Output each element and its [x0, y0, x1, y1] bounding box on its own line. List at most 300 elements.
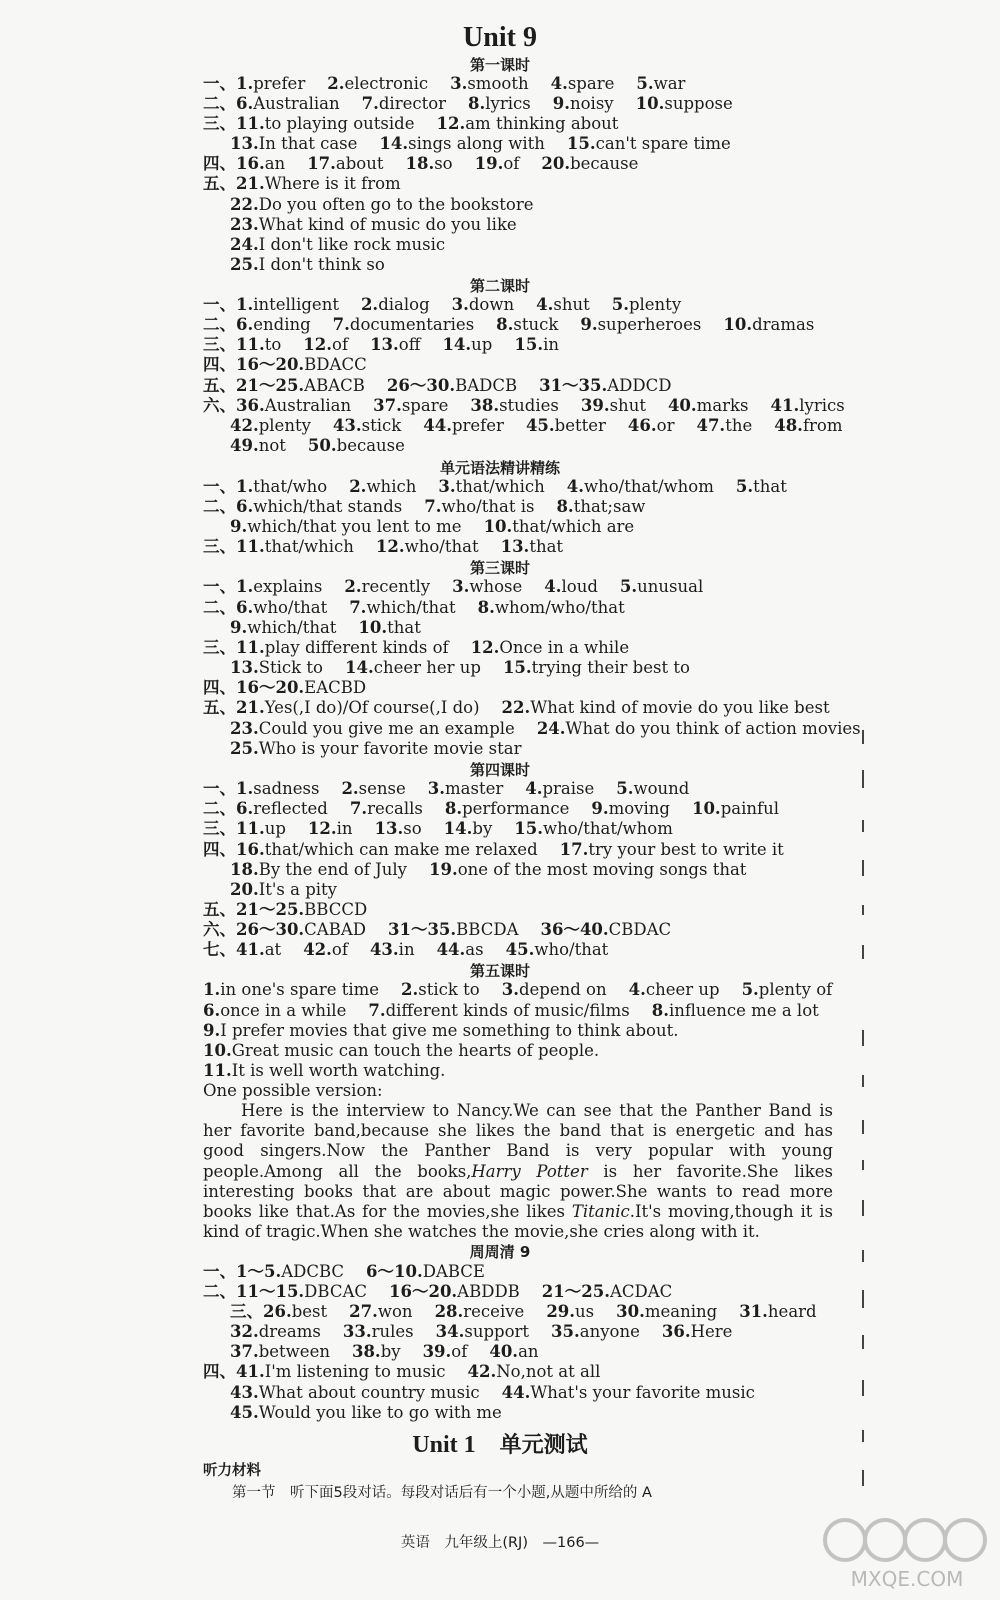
item-answer: dialog — [378, 295, 430, 314]
answer-item — [540, 920, 671, 940]
answer-item — [230, 719, 515, 739]
item-number: 8. — [477, 598, 495, 617]
answer-item — [437, 114, 619, 134]
edge-mark — [862, 1335, 864, 1349]
item-answer: explains — [253, 577, 323, 596]
answer-line — [230, 1302, 817, 1322]
answer-item — [636, 74, 685, 94]
item-number: 34. — [435, 1322, 465, 1341]
listening-instructions: 第一节 听下面5段对话。每段对话后有一个小题,从题中所给的 A — [232, 1485, 652, 1501]
answer-item — [343, 1322, 414, 1342]
answer-item — [203, 396, 351, 416]
item-number: 40. — [667, 396, 697, 415]
item-answer: spare — [567, 74, 615, 93]
answer-item — [553, 94, 614, 114]
answer-item — [536, 295, 590, 315]
item-answer: in — [398, 940, 415, 959]
item-number: 2. — [349, 477, 367, 496]
item-answer: stuck — [513, 315, 559, 334]
answer-line — [230, 436, 405, 456]
answer-item — [230, 1403, 502, 1423]
answer-line — [230, 1403, 502, 1423]
answer-line — [203, 1021, 679, 1041]
item-number: 15. — [514, 819, 543, 838]
item-answer: who/that — [534, 940, 609, 959]
answer-item — [387, 376, 517, 396]
item-answer: noisy — [570, 94, 614, 113]
item-answer: Once in a while — [499, 638, 630, 657]
answer-item — [303, 940, 348, 960]
edge-mark — [862, 770, 864, 788]
item-answer: studies — [499, 396, 559, 415]
answer-line — [203, 315, 814, 335]
answer-item — [435, 1302, 525, 1322]
item-answer: smooth — [467, 74, 529, 93]
answer-item — [616, 779, 689, 799]
item-number: 23. — [230, 215, 259, 234]
item-number: 4. — [525, 779, 543, 798]
answer-item — [203, 1081, 383, 1101]
answer-item — [442, 335, 492, 355]
item-answer: I'm listening to music — [264, 1362, 446, 1381]
unit-1-label: Unit 1 — [412, 1432, 476, 1458]
item-number: 2. — [344, 577, 362, 596]
item-answer: heard — [767, 1302, 817, 1321]
item-number: 25. — [230, 739, 259, 758]
answer-line — [203, 154, 638, 174]
item-number: 41. — [770, 396, 800, 415]
answer-item — [203, 1021, 679, 1041]
answer-item — [362, 94, 446, 114]
edge-mark — [862, 1380, 864, 1396]
answer-item — [526, 416, 606, 436]
item-number: 10. — [723, 315, 753, 334]
item-answer: painful — [720, 799, 780, 818]
answer-item — [203, 1282, 367, 1302]
item-number: 五、21～25. — [203, 376, 305, 395]
item-number: 31. — [739, 1302, 768, 1321]
item-answer: loud — [561, 577, 598, 596]
answer-line — [230, 1383, 755, 1403]
item-answer: that — [387, 618, 421, 637]
answer-item — [333, 315, 475, 335]
answer-line — [203, 477, 787, 497]
answer-item — [349, 1302, 412, 1322]
item-answer: I don't like rock music — [258, 235, 446, 254]
answer-line — [230, 517, 634, 537]
answer-item — [327, 74, 428, 94]
answer-line — [203, 920, 671, 940]
item-number: 37. — [373, 396, 402, 415]
answer-item — [771, 396, 845, 416]
answer-item — [468, 94, 531, 114]
item-number: 13. — [230, 134, 259, 153]
item-number: 44. — [436, 940, 466, 959]
answer-item — [366, 1262, 485, 1282]
item-answer: performance — [462, 799, 570, 818]
item-answer: ACDAC — [609, 1282, 673, 1301]
item-answer: once in a while — [220, 1001, 347, 1020]
item-answer: better — [554, 416, 606, 435]
item-number: 四、16. — [203, 154, 265, 173]
item-number: 8. — [556, 497, 574, 516]
item-answer: In that case — [258, 134, 358, 153]
answer-item — [361, 295, 430, 315]
answer-item — [370, 940, 415, 960]
item-number: 18. — [405, 154, 435, 173]
answer-item — [736, 477, 787, 497]
edge-mark — [862, 1470, 864, 1486]
item-answer: about — [335, 154, 384, 173]
item-number: 7. — [368, 1001, 386, 1020]
item-answer: lyrics — [485, 94, 531, 113]
answer-item — [484, 517, 635, 537]
edge-mark — [862, 1160, 864, 1170]
item-answer: master — [445, 779, 504, 798]
answer-line — [203, 799, 779, 819]
item-answer: Where is it from — [264, 174, 401, 193]
answer-item — [203, 980, 379, 1000]
item-answer: Yes(,I do)/Of course(,I do) — [264, 698, 480, 717]
answer-item — [203, 174, 401, 194]
item-number: 六、26～30. — [203, 920, 305, 939]
item-answer: I prefer movies that give me something to think about. — [220, 1021, 679, 1040]
answer-item — [203, 497, 402, 517]
edge-mark — [862, 1200, 864, 1216]
item-answer: which/that stands — [253, 497, 403, 516]
answer-line — [203, 295, 681, 315]
item-number: 一、1. — [203, 295, 254, 314]
item-answer: EACBD — [304, 678, 367, 697]
answer-item — [502, 980, 607, 1000]
answer-item — [580, 315, 701, 335]
answer-item — [537, 719, 861, 739]
item-number: 5. — [636, 74, 654, 93]
answer-item — [345, 658, 481, 678]
item-number: 8. — [651, 1001, 669, 1020]
item-answer: anyone — [579, 1322, 640, 1341]
item-number: 12. — [470, 638, 500, 657]
answer-item — [551, 1322, 640, 1342]
item-number: 15. — [566, 134, 596, 153]
item-answer: intelligent — [253, 295, 339, 314]
item-number: 15. — [502, 658, 532, 677]
answer-item — [616, 1302, 717, 1322]
item-number: 6. — [203, 1001, 221, 1020]
answer-item — [401, 980, 480, 1000]
item-number: 40. — [489, 1342, 519, 1361]
answer-item — [230, 255, 385, 275]
item-number: 3. — [438, 477, 456, 496]
item-number: 14. — [442, 335, 472, 354]
item-number: 26～30. — [386, 376, 456, 395]
section-title: 第二课时 — [469, 277, 530, 295]
item-number: 7. — [349, 799, 368, 818]
edge-mark — [862, 1250, 864, 1262]
item-answer: What's your favorite music — [530, 1383, 755, 1402]
answer-line — [203, 577, 703, 597]
item-number: 20. — [541, 154, 571, 173]
item-answer: try your best to write it — [588, 840, 784, 859]
answer-item — [203, 537, 354, 557]
item-number: 4. — [628, 980, 646, 999]
item-number: 14. — [443, 819, 473, 838]
answer-item — [438, 477, 544, 497]
answer-line — [230, 235, 445, 255]
answer-line — [203, 940, 608, 960]
item-answer: or — [656, 416, 675, 435]
item-number: 18. — [230, 860, 259, 879]
answer-item — [303, 335, 348, 355]
item-number: 7. — [424, 497, 442, 516]
item-answer: electronic — [344, 74, 429, 93]
section-title: 周周清 9 — [469, 1243, 531, 1261]
answer-item — [560, 840, 784, 860]
item-answer: recently — [361, 577, 431, 596]
answer-item — [541, 154, 638, 174]
item-answer: Who is your favorite movie star — [258, 739, 522, 758]
item-answer: ADCBC — [281, 1262, 345, 1281]
answer-item — [203, 799, 328, 819]
item-answer: of — [451, 1342, 468, 1361]
answer-line — [203, 74, 685, 94]
edge-mark — [862, 1030, 864, 1046]
answer-item — [406, 154, 453, 174]
movie-title: Titanic — [571, 1202, 630, 1222]
item-answer: BBCCD — [304, 900, 368, 919]
item-answer: who/that — [253, 598, 328, 617]
item-answer: whom/who/that — [494, 598, 625, 617]
item-number: 三、11. — [203, 335, 265, 354]
answer-item — [452, 577, 522, 597]
item-number: 27. — [349, 1302, 378, 1321]
answer-item — [230, 134, 357, 154]
answer-item — [203, 1061, 445, 1081]
item-number: 24. — [536, 719, 566, 738]
answer-item — [368, 1001, 629, 1021]
edge-mark — [862, 730, 864, 744]
answer-line — [203, 335, 559, 355]
item-number: 3. — [427, 779, 445, 798]
item-answer: stick to — [418, 980, 480, 999]
item-number: 7. — [361, 94, 379, 113]
item-answer: spare — [401, 396, 449, 415]
item-number: 39. — [422, 1342, 452, 1361]
item-number: 2. — [360, 295, 379, 314]
answer-item — [203, 74, 305, 94]
item-number: 43. — [369, 940, 399, 959]
answer-item — [203, 598, 327, 618]
answer-item — [591, 799, 670, 819]
item-answer: support — [464, 1322, 530, 1341]
answer-item — [556, 497, 645, 517]
answer-item — [307, 154, 383, 174]
item-number: 三、11. — [203, 638, 265, 657]
answer-item — [620, 577, 703, 597]
item-number: 10. — [691, 799, 721, 818]
item-number: 42. — [303, 940, 332, 959]
answer-line — [203, 819, 673, 839]
answer-item — [501, 537, 563, 557]
answer-line — [203, 497, 645, 517]
item-number: 16～20. — [389, 1282, 458, 1301]
item-number: 五、21. — [203, 174, 265, 193]
answer-item — [723, 315, 814, 335]
item-number: 12. — [307, 819, 337, 838]
answer-item — [203, 1001, 346, 1021]
answer-item — [475, 154, 520, 174]
item-number: 45. — [525, 416, 555, 435]
item-answer: unusual — [637, 577, 704, 596]
essay-text: Here is the interview to Nancy.We can see that the Panther Band is her favorite band,because she likes the band that is energetic and has good singers.Now the Panther Band is very popular with young people.Among all the books,Harry Potter is her favorite.She likes interesting books that are about magic power.She wants to read more books like that.As for the movies,she likes Titanic.It's moving,though it is kind of tragic.When she watches the movie,she cries along with it. — [203, 1101, 833, 1242]
item-answer: meaning — [644, 1302, 718, 1321]
item-answer: What kind of movie do you like best — [530, 698, 830, 717]
item-number: 三、26. — [230, 1302, 292, 1321]
item-number: 17. — [559, 840, 589, 859]
answer-item — [230, 517, 462, 537]
answer-item — [203, 154, 285, 174]
item-answer: as — [465, 940, 484, 959]
item-answer: DBCAC — [304, 1282, 367, 1301]
answer-line — [203, 1041, 599, 1061]
answer-line — [230, 719, 861, 739]
answer-item — [230, 436, 286, 456]
answer-item — [514, 819, 673, 839]
edge-mark — [862, 1075, 864, 1087]
section-title: 第五课时 — [469, 962, 530, 980]
answer-item — [203, 295, 339, 315]
item-number: 9. — [580, 315, 598, 334]
item-number: 50. — [307, 436, 337, 455]
answer-item — [450, 74, 528, 94]
item-answer: that — [753, 477, 787, 496]
answer-line — [230, 860, 746, 880]
watermark-text: MXQE.COM — [850, 1567, 964, 1591]
answer-item — [662, 1322, 733, 1342]
item-answer: that/which are — [512, 517, 635, 536]
item-number: 7. — [349, 598, 367, 617]
answer-line — [230, 618, 421, 638]
item-number: 1. — [203, 980, 221, 999]
item-number: 12. — [375, 537, 405, 556]
item-number: 42. — [230, 416, 259, 435]
answer-line — [203, 355, 367, 375]
item-number: 5. — [611, 295, 629, 314]
item-answer: prefer — [253, 74, 306, 93]
item-number: 45. — [230, 1403, 259, 1422]
answer-item — [544, 577, 598, 597]
answer-line — [230, 215, 517, 235]
item-answer: in one's spare time — [220, 980, 380, 999]
item-number: 22. — [501, 698, 531, 717]
answer-item — [203, 920, 366, 940]
answer-item — [370, 335, 420, 355]
answer-line — [203, 638, 629, 658]
answer-item — [203, 315, 311, 335]
answer-item — [525, 779, 594, 799]
answer-item — [628, 416, 675, 436]
item-number: 19. — [429, 860, 458, 879]
item-answer: CABAD — [304, 920, 366, 939]
item-number: 48. — [774, 416, 803, 435]
item-number: 9. — [203, 1021, 221, 1040]
item-answer: plenty of — [758, 980, 833, 999]
answer-item — [350, 799, 423, 819]
item-answer: which/that — [366, 598, 456, 617]
unit-1-subtitle: 单元测试 — [499, 1433, 588, 1458]
item-answer: Could you give me an example — [258, 719, 515, 738]
answer-item — [230, 658, 323, 678]
item-answer: plenty — [258, 416, 311, 435]
item-number: 10. — [635, 94, 665, 113]
item-number: 5. — [741, 980, 759, 999]
item-answer: the — [725, 416, 753, 435]
answer-line — [203, 1362, 600, 1382]
unit-1-title — [0, 1428, 1000, 1459]
answer-item — [652, 1001, 819, 1021]
answer-item — [436, 1322, 529, 1342]
item-answer: to playing outside — [264, 114, 415, 133]
answer-item — [514, 335, 559, 355]
item-answer: plenty — [628, 295, 682, 314]
item-answer: that;saw — [573, 497, 646, 516]
answer-item — [203, 355, 367, 375]
item-answer: What do you think of action movies — [565, 719, 861, 738]
item-answer: What kind of music do you like — [258, 215, 517, 234]
item-answer: who/that — [404, 537, 479, 556]
item-answer: sense — [358, 779, 406, 798]
answer-item — [203, 779, 319, 799]
item-number: 三、11. — [203, 114, 265, 133]
item-answer: by — [472, 819, 493, 838]
answer-line — [203, 1282, 672, 1302]
section-title: 第四课时 — [469, 761, 530, 779]
item-answer: ADDCD — [607, 376, 672, 395]
answer-line — [230, 255, 385, 275]
item-answer: stick — [361, 416, 402, 435]
item-answer: so — [403, 819, 422, 838]
item-number: 31～35. — [539, 376, 608, 395]
item-number: 14. — [379, 134, 409, 153]
item-number: 17. — [307, 154, 336, 173]
item-number: 20. — [230, 880, 259, 899]
item-number: 29. — [546, 1302, 576, 1321]
item-answer: Here — [690, 1322, 733, 1341]
item-answer: recalls — [367, 799, 423, 818]
page-footer: 英语 九年级上(RJ) —166— — [400, 1535, 600, 1551]
answer-item — [503, 658, 690, 678]
answer-item — [542, 1282, 672, 1302]
item-number: 7. — [332, 315, 350, 334]
item-number: 44. — [423, 416, 452, 435]
item-answer: BADCB — [455, 376, 518, 395]
answer-item — [506, 940, 609, 960]
item-answer: depend on — [518, 980, 607, 999]
answer-line — [203, 94, 733, 114]
answer-item — [470, 396, 559, 416]
item-number: 3. — [451, 295, 469, 314]
answer-item — [429, 860, 746, 880]
item-number: 49. — [230, 436, 259, 455]
answer-line — [230, 739, 522, 759]
item-answer: us — [575, 1302, 595, 1321]
answer-item — [739, 1302, 816, 1322]
item-number: 10. — [483, 517, 513, 536]
answer-line — [230, 195, 534, 215]
item-number: 二、6. — [203, 94, 254, 113]
item-number: 30. — [616, 1302, 645, 1321]
item-answer: Australian — [253, 94, 340, 113]
